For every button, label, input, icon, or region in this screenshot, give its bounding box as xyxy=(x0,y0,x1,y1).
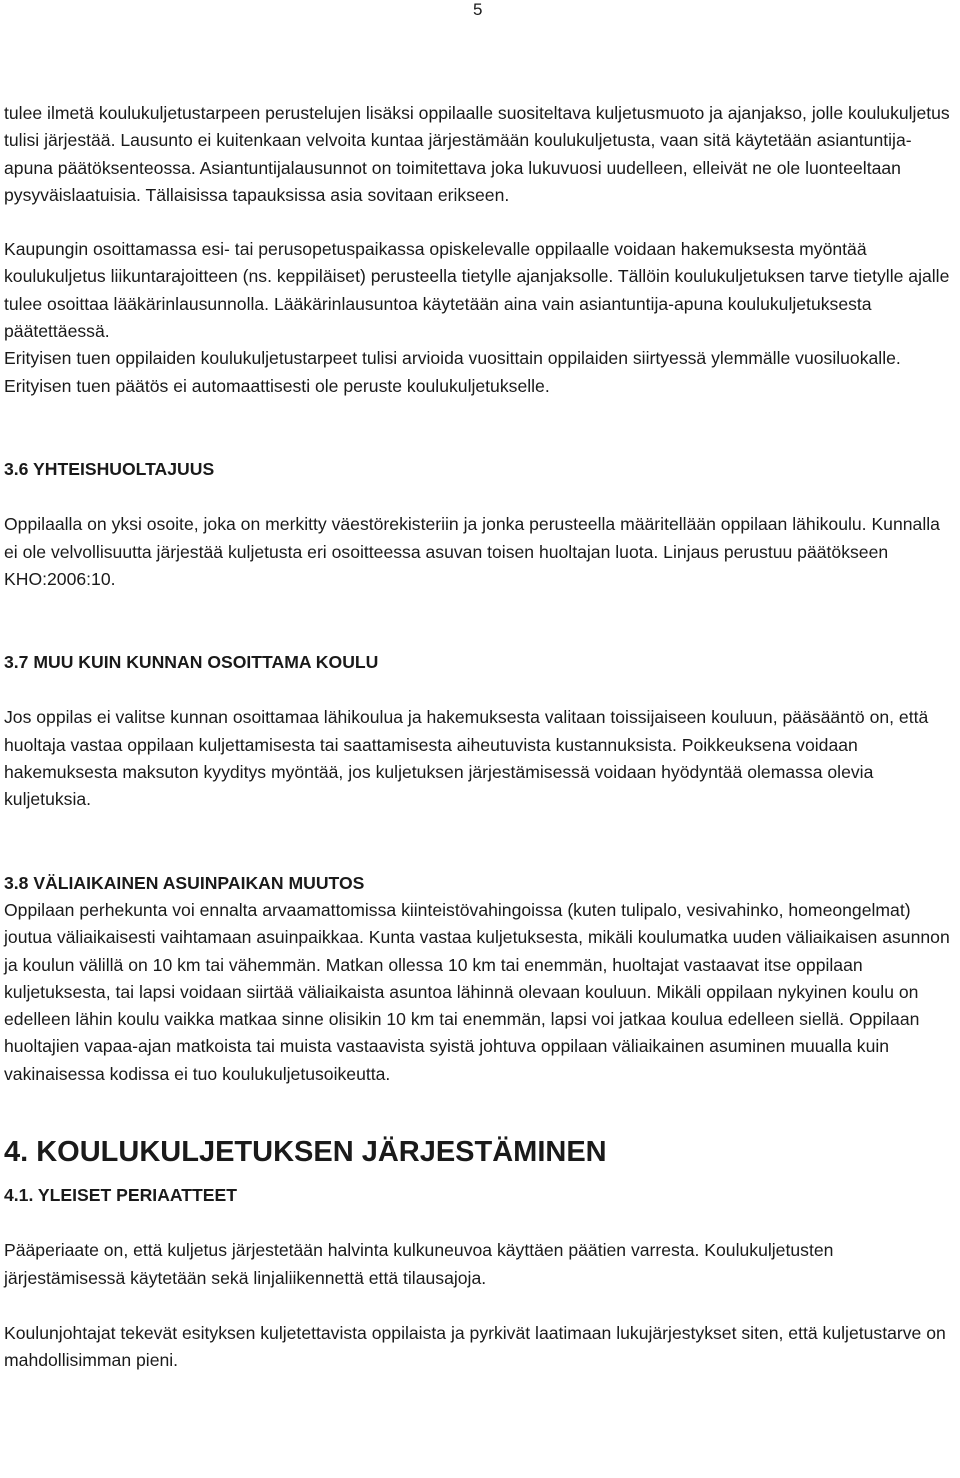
page-number: 5 xyxy=(473,0,483,19)
document-body xyxy=(4,100,958,1375)
intro-paragraph-3: Erityisen tuen oppilaiden koulukuljetustarpeet tulisi arvioida vuosittain oppilaiden siirtyessä ylemmälle vuosiluokalle. Erityisen tuen päätös ei automaattisesti ole peruste koulukuljetukselle. xyxy=(4,348,901,396)
section-3-8-paragraph: Oppilaan perhekunta voi ennalta arvaamattomissa kiinteistövahingoissa (kuten tulipalo, vesivahinko, homeongelmat) joutua väliaikaisesti vaihtamaan asuinpaikkaa. Kunta vastaa kuljetuksesta, mikäli koulumatka uuden väliaikaisen asunnon ja koulun välillä on 10 km tai vähemmän. Matkan ollessa 10 km tai enemmän, huoltajat vastaavat itse oppilaan kuljetuksesta, tai lapsi voidaan siirtää väliaikaista asuntoa lähinnä olevaan kouluun. Mikäli oppilaan nykyinen koulu on edelleen lähin koulu vaikka matkaa sinne olisikin 10 km tai enemmän, lapsi voi jatkaa koulua edelleen siellä. Oppilaan huoltajien vapaa-ajan matkoista tai muista vastaavista syistä johtuva oppilaan väliaikainen asuminen muualla kuin vakinaisessa kodissa ei tuo koulukuljetusoikeutta. xyxy=(4,899,950,1084)
section-4-1-heading: 4.1. YLEISET PERIAATTEET xyxy=(4,1185,238,1206)
section-3-7-heading: 3.7 MUU KUIN KUNNAN OSOITTAMA KOULU xyxy=(4,652,379,673)
section-4-1-paragraph-2: Koulunjohtajat tekevät esityksen kuljetettavista oppilaista ja pyrkivät laatimaan lukujärjestykset siten, että kuljetustarve on mahdollisimman pieni. xyxy=(4,1322,946,1371)
section-3-7-paragraph: Jos oppilas ei valitse kunnan osoittamaa lähikoulua ja hakemuksesta valitaan toissijaiseen kouluun, pääsääntö on, että huoltaja vastaa oppilaan kuljettamisesta tai saattamisesta aiheutuvista kustannuksista. Poikkeuksena voidaan hakemuksesta maksuton kyyditys myöntää, jos kuljetuksen järjestämisessä voidaan hyödyntää olemassa olevia kuljetuksia. xyxy=(4,707,929,810)
chapter-4-heading: 4. KOULUKULJETUKSEN JÄRJESTÄMINEN xyxy=(4,1136,607,1169)
section-4-1-paragraph-1: Pääperiaate on, että kuljetus järjestetään halvinta kulkuneuvoa käyttäen päätien varresta. Koulukuljetusten järjestämisessä käytetään sekä linjaliikennettä että tilausajoja. xyxy=(4,1240,834,1288)
section-3-6-heading: 3.6 YHTEISHUOLTAJUUS xyxy=(4,458,215,479)
intro-paragraph-1: tulee ilmetä koulukuljetustarpeen perustelujen lisäksi oppilaalle suositeltava kuljetusmuoto ja ajanjakso, jolle koulukuljetus tulisi järjestää. Lausunto ei kuitenkaan velvoita kuntaa järjestämään koulukuljetusta, vaan sitä käytetään asiantuntija-apuna päätöksenteossa. Asiantuntijalausunnot on toimitettava joka lukuvuosi uudelleen, elleivät ne ole luonteeltaan pysyväislaatuisia. Tällaisissa tapauksissa asia sovitaan erikseen. xyxy=(4,103,950,205)
section-3-8-heading: 3.8 VÄLIAIKAINEN ASUINPAIKAN MUUTOS xyxy=(4,872,365,893)
section-3-6-paragraph: Oppilaalla on yksi osoite, joka on merkitty väestörekisteriin ja jonka perusteella määritellään oppilaan lähikoulu. Kunnalla ei ole velvollisuutta järjestää kuljetusta eri osoitteessa asuvan toisen huoltajan luota. Linjaus perustuu päätökseen KHO:2006:10. xyxy=(4,514,940,589)
intro-paragraph-2: Kaupungin osoittamassa esi- tai perusopetuspaikassa opiskelevalle oppilaalle voidaan hakemuksesta myöntää koulukuljetus liikuntarajoitteen (ns. keppiläiset) perusteella tietylle ajanjaksolle. Tällöin koulukuljetuksen tarve tietylle ajalle tulee osoittaa lääkärinlausunnolla. Lääkärinlausuntoa käytetään aina vain asiantuntija-apuna koulukuljetuksesta päätettäessä. xyxy=(4,239,950,342)
